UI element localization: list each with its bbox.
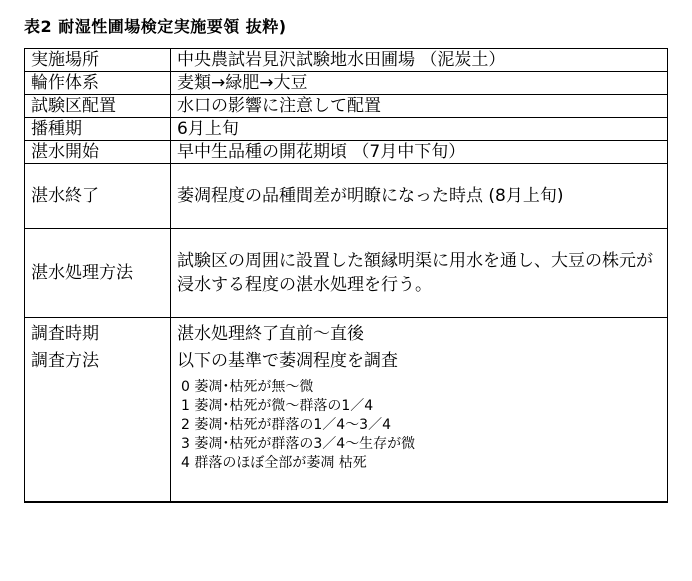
table-row-survey (25, 318, 668, 503)
criteria-item: 4 群落のほぼ全部が萎凋 枯死 (181, 455, 367, 471)
table-caption: 表2 耐湿性圃場検定実施要領 抜粋) (24, 17, 287, 36)
row-value: 萎凋程度の品種間差が明瞭になった時点 (8月上旬) (171, 164, 668, 229)
row-value: 早中生品種の開花期頃 （7月中下旬） (171, 141, 668, 164)
survey-values (171, 318, 668, 503)
criteria-item: 2 萎凋･枯死が群落の1／4～3／4 (181, 417, 391, 433)
spec-table (24, 48, 668, 503)
row-label: 輪作体系 (25, 72, 171, 95)
criteria-item: 3 萎凋･枯死が群落の3／4～生存が微 (181, 436, 416, 452)
criteria-item: 0 萎凋･枯死が無～微 (181, 379, 314, 395)
row-value: 麦類→緑肥→大豆 (171, 72, 668, 95)
survey-time-label: 調査時期 (31, 324, 99, 344)
row-label: 湛水処理方法 (25, 229, 171, 318)
row-label: 試験区配置 (25, 95, 171, 118)
table-row (25, 118, 668, 141)
row-value: 試験区の周囲に設置した額縁明渠に用水を通し、大豆の株元が浸水する程度の湛水処理を行う。 (171, 229, 668, 318)
row-label: 湛水終了 (25, 164, 171, 229)
table-row (25, 141, 668, 164)
table-row (25, 164, 668, 229)
table-row (25, 49, 668, 72)
criteria-list (177, 378, 661, 473)
table-row (25, 95, 668, 118)
row-value: 中央農試岩見沢試験地水田圃場 （泥炭土） (171, 49, 668, 72)
survey-method-label: 調査方法 (31, 351, 99, 371)
survey-method-value: 以下の基準で萎凋程度を調査 (177, 351, 398, 371)
row-label: 湛水開始 (25, 141, 171, 164)
row-label: 播種期 (25, 118, 171, 141)
row-label: 実施場所 (25, 49, 171, 72)
survey-labels (25, 318, 171, 503)
row-value: 水口の影響に注意して配置 (171, 95, 668, 118)
table-row (25, 72, 668, 95)
survey-time-value: 湛水処理終了直前～直後 (177, 324, 364, 344)
table-row (25, 229, 668, 318)
row-value: 6月上旬 (171, 118, 668, 141)
criteria-item: 1 萎凋･枯死が微～群落の1／4 (181, 398, 374, 414)
